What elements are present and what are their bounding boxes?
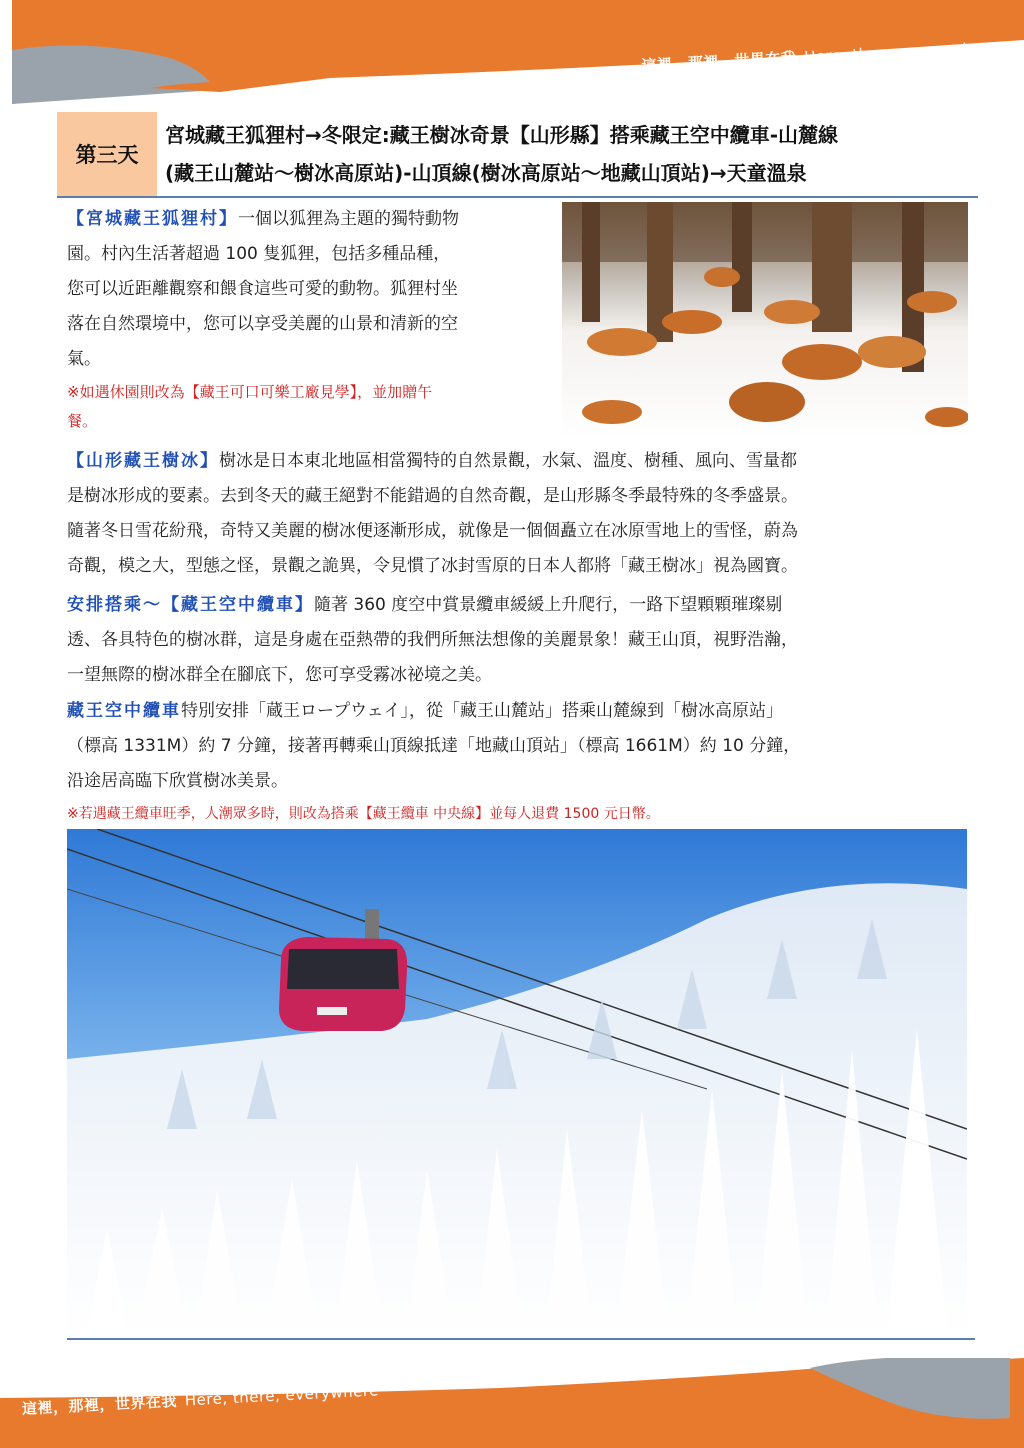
day-title-line1: 宮城藏王狐狸村→冬限定:藏王樹冰奇景【山形縣】搭乘藏王空中纜車-山麓線 (165, 123, 839, 147)
juhyo-line3: 隨著冬日雪花紛飛，奇特又美麗的樹冰便逐漸形成，就像是一個個矗立在冰原雪地上的雪怪，蔚為 (67, 521, 798, 541)
header-tagline-en: Here, there, everywhere (803, 38, 999, 67)
juhyo-line1: 樹冰是日本東北地區相當獨特的自然景觀，水氣、溫度、樹種、風向、雪量都 (219, 451, 797, 471)
fox-village-text (67, 202, 557, 377)
fox-village-note-line1: ※如遇休園則改為【藏王可口可樂工廠見學】，並加贈午 (67, 383, 433, 401)
fox-village-line2: 園。村內生活著超過 100 隻狐狸，包括多種品種， (67, 244, 451, 264)
fox-village-note (67, 378, 557, 436)
ropeway-note: ※若遇藏王纜車旺季，人潮眾多時，則改為搭乘【藏王纜車 中央線】並每人退費 1500 元日幣。 (67, 806, 660, 822)
ropeway-text (67, 588, 967, 693)
ropeway-detail-line2: （標高 1331M）約 7 分鐘，接著再轉乘山頂線抵達「地藏山頂站」（標高 1661M）約 10 分鐘， (67, 736, 801, 756)
ropeway-detail-line3: 沿途居高臨下欣賞樹冰美景。 (67, 771, 288, 791)
day-title-line2: (藏王山麓站～樹冰高原站)-山頂線(樹冰高原站～地藏山頂站)→天童溫泉 (165, 161, 807, 185)
ropeway-photo (67, 829, 967, 1336)
header-tagline-zh: 這裡，那裡，世界在我 (640, 48, 797, 75)
juhyo-heading: 【山形藏王樹冰】 (67, 451, 219, 471)
fox-village-line1: 一個以狐狸為主題的獨特動物 (238, 209, 459, 229)
fox-village-heading: 【宮城藏王狐狸村】 (67, 209, 238, 229)
juhyo-text (67, 444, 967, 584)
ropeway-heading: 安排搭乘～【藏王空中纜車】 (67, 595, 314, 615)
day-title (165, 116, 975, 192)
fox-village-line5: 氣。 (67, 349, 101, 369)
ropeway-detail-text (67, 694, 967, 799)
fox-village-note-line2: 餐。 (67, 412, 98, 430)
juhyo-line2: 是樹冰形成的要素。去到冬天的藏王絕對不能錯過的自然奇觀，是山形縣冬季最特殊的冬季盛景。 (67, 486, 798, 506)
ropeway-detail-line1: 特別安排「蔵王ロープウェイ」，從「藏王山麓站」搭乘山麓線到「樹冰高原站」 (181, 701, 783, 721)
fox-village-line3: 您可以近距離觀察和餵食這些可愛的動物。狐狸村坐 (67, 279, 458, 299)
footer-tagline-zh: 這裡，那裡，世界在我 (21, 1391, 178, 1418)
ropeway-line2: 透、各具特色的樹冰群，這是身處在亞熱帶的我們所無法想像的美麗景象！藏王山頂，視野浩瀚， (67, 630, 798, 650)
day-label: 第三天 (57, 112, 157, 196)
juhyo-line4: 奇觀，模之大，型態之怪，景觀之詭異，令見慣了冰封雪原的日本人都將「藏王樹冰」視為國寶。 (67, 556, 798, 576)
bottom-divider (67, 1338, 975, 1340)
fox-village-photo (562, 202, 968, 438)
day-header (57, 112, 978, 198)
footer-tagline-en: Here, there, everywhere (184, 1381, 380, 1410)
footer-banner (0, 1358, 1024, 1448)
ropeway-line1: 隨著 360 度空中賞景纜車緩緩上升爬行，一路下望顆顆璀璨剔 (314, 595, 783, 615)
header-banner (0, 0, 1024, 110)
ropeway-detail-heading: 藏王空中纜車 (67, 701, 181, 721)
ropeway-line3: 一望無際的樹冰群全在腳底下，您可享受霧冰祕境之美。 (67, 665, 492, 685)
fox-village-line4: 落在自然環境中，您可以享受美麗的山景和清新的空 (67, 314, 458, 334)
